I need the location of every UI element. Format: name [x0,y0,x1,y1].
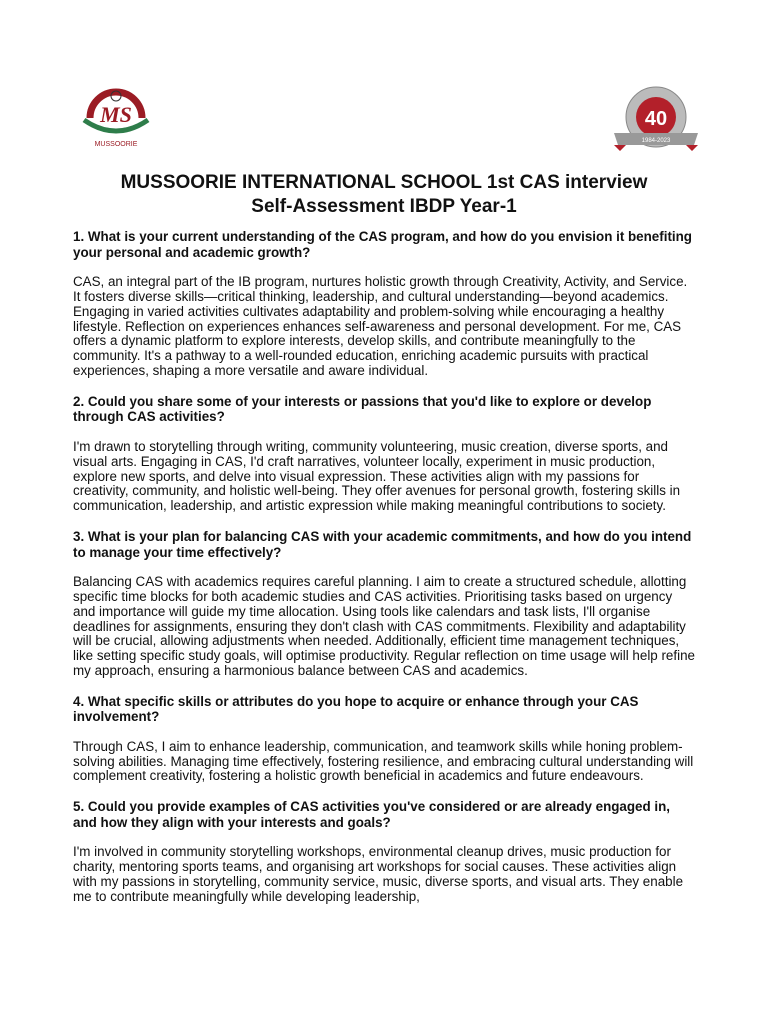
school-logo [76,70,156,150]
svg-text:MS: MS [100,102,132,127]
anniversary-badge [610,85,702,155]
answer-5: I'm involved in community storytelling workshops, environmental cleanup drives, music production for charity, mentoring sports teams, and organising art workshops for social causes. These activities align with my passions in storytelling, community service, music, diverse sports, and visual arts. They enable me to contribute meaningfully while developing leadership, [73,844,684,904]
svg-text:1984-2023: 1984-2023 [641,138,671,144]
title-line-2: Self-Assessment IBDP Year-1 [251,196,517,217]
answer-1: CAS, an integral part of the IB program, nurtures holistic growth through Creativity, Activity, and Service. It fosters diverse skills—critical thinking, leadership, and cultural understanding—beyond academics. Engaging in varied activities cultivates adaptability and problem-solving while encouraging a healthy lifestyle. Reflection on experiences enhances self-awareness and personal development. For me, CAS offers a dynamic platform to explore interests, develop skills, and contribute meaningfully to the community. It's a pathway to a well-rounded education, enriching academic pursuits with practical experiences, shaping a more versatile and aware individual. [73,274,688,378]
answer-2: I'm drawn to storytelling through writing, community volunteering, music creation, diverse sports, and visual arts. Engaging in CAS, I'd craft narratives, volunteer locally, experiment in music production, explore new sports, and delve into visual expression. These activities align with my passions for creativity, community, and holistic well-being. They offer avenues for personal growth, fostering skills in communication, leadership, and artistic expression while making meaningful contributions to society. [73,438,681,514]
question-3: 3. What is your plan for balancing CAS with your academic commitments, and how do you intend to manage your time effectively? [73,528,692,560]
question-5: 5. Could you provide examples of CAS activities you've considered or are already engaged in, and how they align with your interests and goals? [73,799,671,830]
title-line-1: MUSSOORIE INTERNATIONAL SCHOOL 1st CAS interview [120,172,648,193]
qa-content [73,229,697,920]
svg-text:40: 40 [644,108,668,130]
svg-text:MUSSOORIE: MUSSOORIE [94,141,138,148]
answer-4: Through CAS, I aim to enhance leadership, communication, and teamwork skills while honing problem-solving abilities. Managing time effectively, fostering resilience, and embracing cultural understanding will complement creativity, fostering a holistic growth beneficial in academics and future endeavours. [73,738,694,784]
page-title [0,171,768,219]
question-2: 2. Could you share some of your interests or passions that you'd like to explore or develop through CAS activities? [73,393,652,425]
question-1: 1. What is your current understanding of the CAS program, and how do you envision it benefiting your personal and academic growth? [73,229,692,260]
answer-3: Balancing CAS with academics requires careful planning. I aim to create a structured schedule, allotting specific time blocks for both academic studies and CAS activities. Prioritising tasks based on urgency and importance will guide my time allocation. Using tools like calendars and task lists, I'll organise deadlines for assignments, ensuring they don't clash with CAS commitments. Flexibility and adaptability will be crucial, allowing adjustments when needed. Additionally, efficient time management techniques, like setting specific study goals, will optimise productivity. Regular reflection on time usage will help refine my approach, ensuring a harmonious balance between CAS and academics. [73,574,695,678]
question-4: 4. What specific skills or attributes do you hope to acquire or enhance through your CAS involvement? [73,693,639,725]
